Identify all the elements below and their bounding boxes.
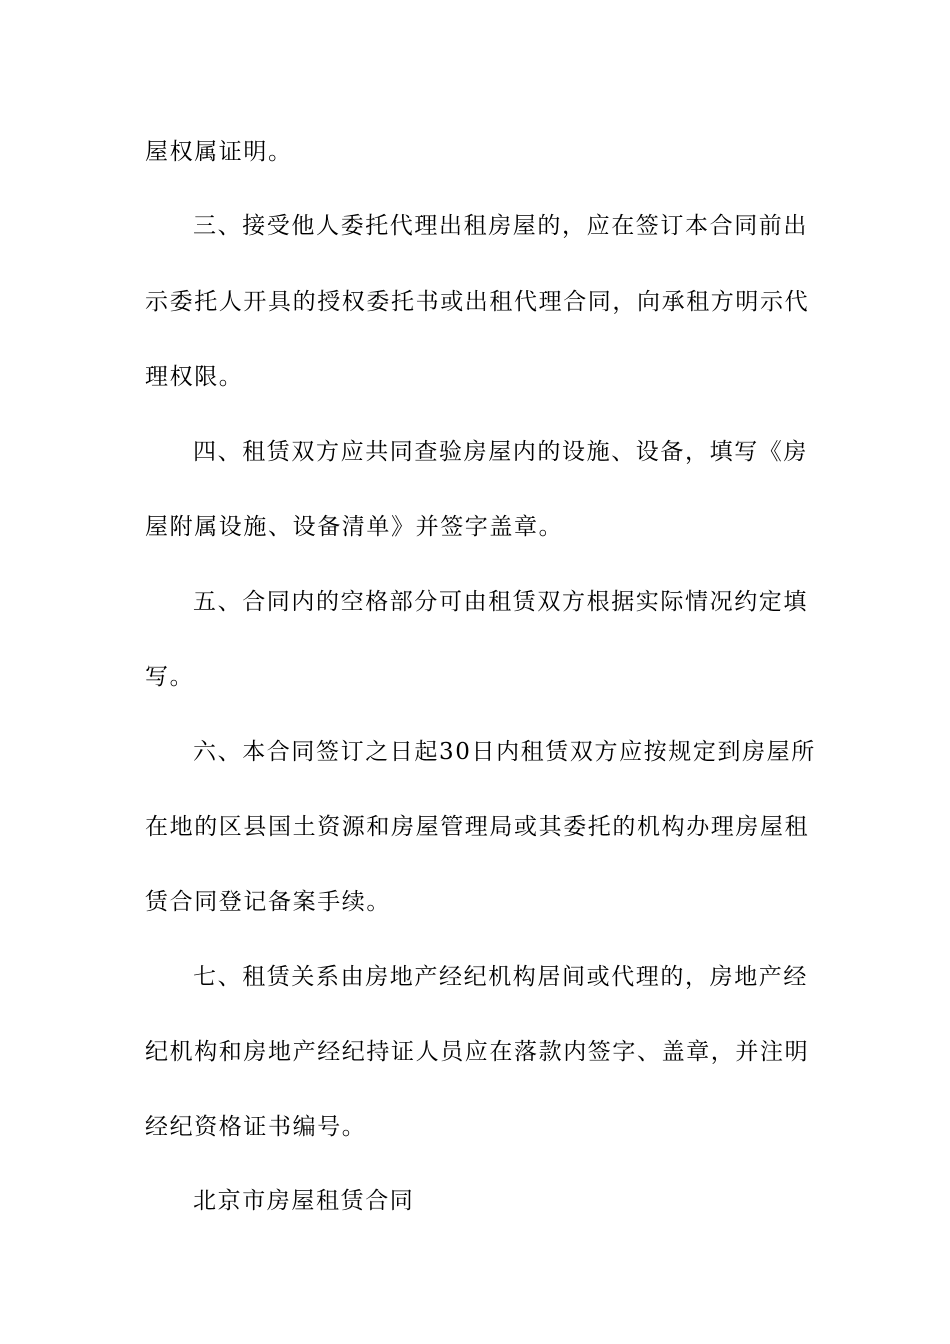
clause-6-line-2: 在地的区县国土资源和房屋管理局或其委托的机构办理房屋租: [145, 814, 810, 840]
clause-4-line-2: 屋附属设施、设备清单》并签字盖章。: [145, 514, 564, 540]
clause-7-line-3: 经纪资格证书编号。: [145, 1114, 367, 1140]
clause-6-line-1: 六、本合同签订之日起30日内租赁双方应按规定到房屋所: [193, 739, 816, 765]
clause-3-line-2: 示委托人开具的授权委托书或出租代理合同，向承租方明示代: [145, 289, 810, 315]
text-line: 屋权属证明。: [145, 139, 293, 165]
clause-3-line-3: 理权限。: [145, 364, 244, 390]
clause-4-line-1: 四、租赁双方应共同查验房屋内的设施、设备，填写《房: [193, 439, 808, 465]
clause-5-line-2: 写。: [145, 664, 195, 690]
clause-7-line-2: 纪机构和房地产经纪持证人员应在落款内签字、盖章，并注明: [145, 1039, 810, 1065]
clause-3-line-1: 三、接受他人委托代理出租房屋的，应在签订本合同前出: [193, 213, 808, 239]
clause-5-line-1: 五、合同内的空格部分可由租赁双方根据实际情况约定填: [193, 589, 808, 615]
clause-6-line-3: 赁合同登记备案手续。: [145, 889, 391, 915]
clause-7-line-1: 七、租赁关系由房地产经纪机构居间或代理的，房地产经: [193, 964, 808, 990]
contract-title: 北京市房屋租赁合同: [193, 1188, 415, 1214]
